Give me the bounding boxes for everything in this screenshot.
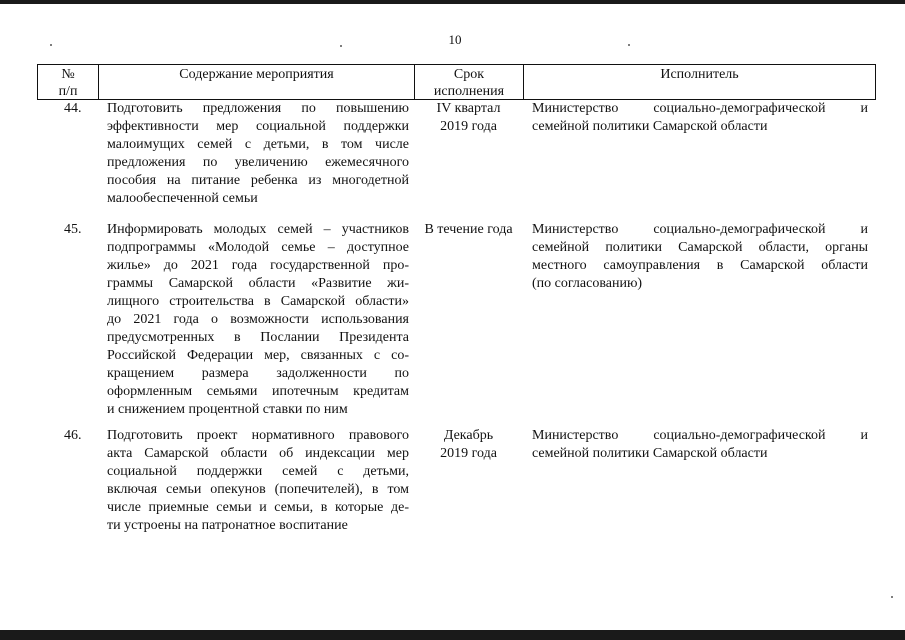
- content-line: социальной поддержки семей с детьми,: [107, 464, 409, 479]
- term-line: Декабрь: [443, 428, 494, 443]
- row-term: [414, 221, 523, 419]
- content-line: малоимущих семей с детьми, в том числе: [107, 137, 409, 152]
- scan-speck: [340, 45, 342, 47]
- header-number-line2: п/п: [58, 84, 78, 99]
- content-line: числе приемные семьи и семьи, в которые де-: [107, 500, 409, 515]
- content-line: граммы Самарской области «Развитие жи-: [107, 276, 409, 291]
- header-term-cell: [415, 65, 524, 99]
- header-content-cell: [99, 65, 415, 99]
- content-line: и снижением процентной ставки по ним: [107, 402, 348, 417]
- content-line: предложения по увеличению ежемесячного: [107, 155, 409, 170]
- header-number-line1: №: [61, 67, 75, 82]
- term-line: В течение года: [424, 222, 513, 237]
- content-line: лищного строительства в Самарской области»: [107, 294, 409, 309]
- table-header: [37, 64, 876, 100]
- executor-line: Министерство социально-демографической и: [532, 428, 868, 443]
- term-line: 2019 года: [440, 446, 497, 461]
- page-number: 10: [448, 32, 462, 47]
- content-line: Подготовить проект нормативного правового: [107, 428, 409, 443]
- content-line: жилье» до 2021 года государственной про-: [107, 258, 409, 273]
- header-content: Содержание мероприятия: [179, 67, 334, 82]
- content-line: подпрограммы «Молодой семье – доступное: [107, 240, 409, 255]
- scan-speck: [50, 44, 52, 46]
- content-line: кращением размера задолженности по: [107, 366, 409, 381]
- row-number: 45.: [64, 222, 82, 237]
- table-row: [37, 427, 876, 535]
- header-executor-cell: [524, 65, 875, 99]
- row-number: 46.: [64, 428, 82, 443]
- content-line: эффективности мер социальной поддержки: [107, 119, 409, 134]
- executor-line: семейной политики Самарской области: [532, 446, 768, 461]
- executor-line: семейной политики Самарской области: [532, 119, 768, 134]
- content-line: до 2021 года о возможности использования: [107, 312, 409, 327]
- executor-line: Министерство социально-демографической и: [532, 101, 868, 116]
- header-term-line1: Срок: [453, 67, 485, 82]
- executor-line: Министерство социально-демографической и: [532, 222, 868, 237]
- row-executor: [523, 100, 874, 208]
- scan-speck: [628, 44, 630, 46]
- content-line: оформленным семьями ипотечным кредитам: [107, 384, 409, 399]
- table-row: [37, 221, 876, 419]
- row-executor: [523, 221, 874, 419]
- row-number: 44.: [64, 101, 82, 116]
- executor-line: местного самоуправления в Самарской области: [532, 258, 868, 273]
- header-executor: Исполнитель: [660, 67, 739, 82]
- row-term: [414, 427, 523, 535]
- content-line: акта Самарской области об индексации мер: [107, 446, 409, 461]
- term-line: 2019 года: [440, 119, 497, 134]
- executor-line: (по согласованию): [532, 276, 643, 291]
- row-content: [98, 221, 414, 419]
- table-row: [37, 100, 876, 208]
- scan-top-border: [0, 0, 905, 4]
- content-line: предусмотренных в Послании Президента: [107, 330, 409, 345]
- content-line: Информировать молодых семей – участников: [107, 222, 409, 237]
- content-line: ти устроены на патронатное воспитание: [107, 518, 348, 533]
- row-content: [98, 100, 414, 208]
- content-line: Российской Федерации мер, связанных с со-: [107, 348, 409, 363]
- row-term: [414, 100, 523, 208]
- content-line: малообеспеченной семьи: [107, 191, 258, 206]
- content-line: Подготовить предложения по повышению: [107, 101, 409, 116]
- content-line: пособия на питание ребенка из многодетной: [107, 173, 409, 188]
- row-content: [98, 427, 414, 535]
- content-line: включая семьи опекунов (попечителей), в том: [107, 482, 409, 497]
- scan-speck: [891, 596, 893, 598]
- header-number-cell: [38, 65, 99, 99]
- header-term-line2: исполнения: [433, 84, 505, 99]
- row-executor: [523, 427, 874, 535]
- term-line: IV квартал: [436, 101, 501, 116]
- scan-bottom-border: [0, 630, 905, 640]
- executor-line: семейной политики Самарской области, органы: [532, 240, 868, 255]
